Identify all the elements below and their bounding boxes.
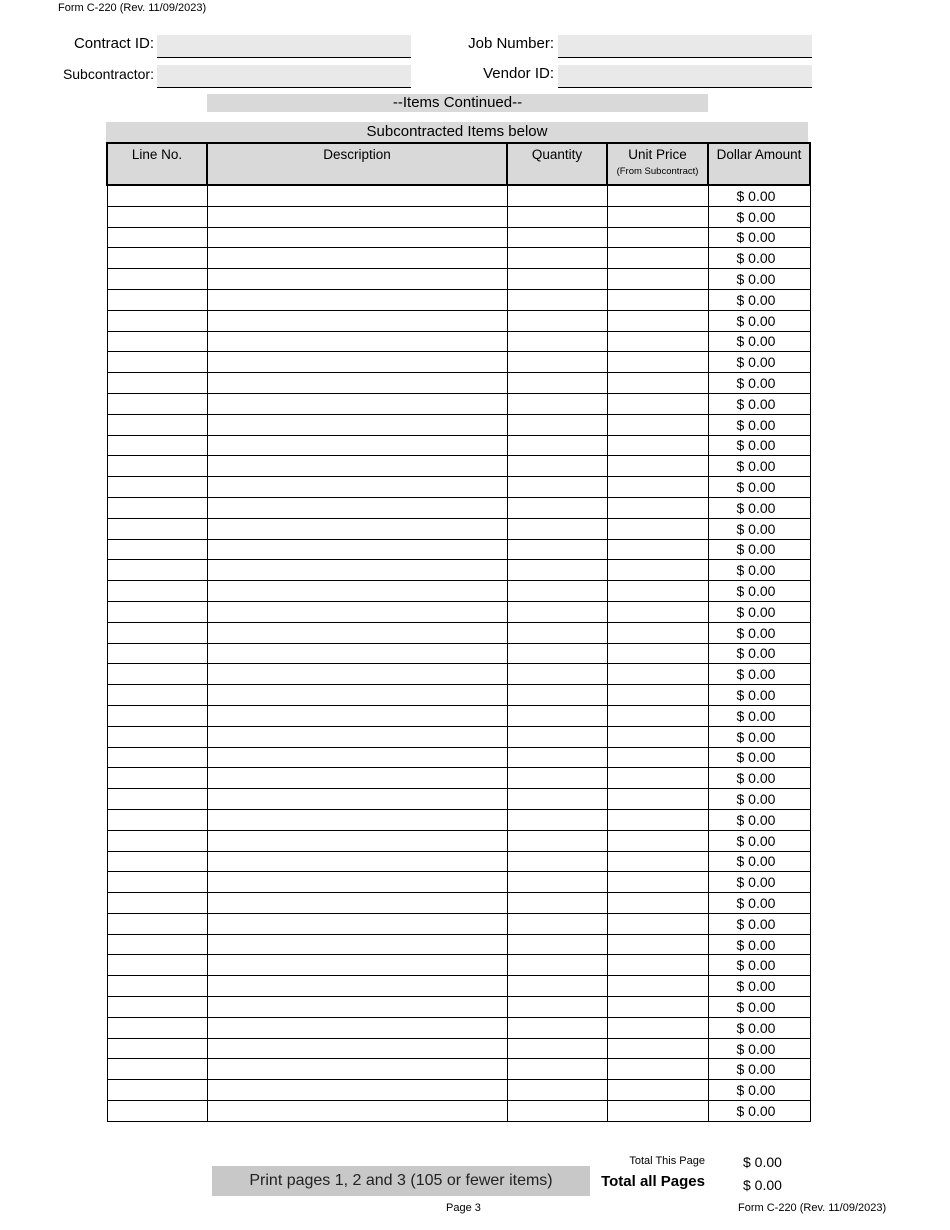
quantity-cell[interactable] <box>507 1101 607 1122</box>
unit-price-cell[interactable] <box>607 518 708 539</box>
table-row <box>107 581 810 602</box>
line-no-cell[interactable] <box>107 789 207 810</box>
line-no-cell[interactable] <box>107 997 207 1018</box>
line-no-cell[interactable] <box>107 331 207 352</box>
description-cell[interactable] <box>207 789 507 810</box>
table-row <box>107 685 810 706</box>
description-cell[interactable] <box>207 809 507 830</box>
dollar-amount-cell: $ 0.00 <box>708 893 810 914</box>
table-row <box>107 414 810 435</box>
unit-price-cell[interactable] <box>607 976 708 997</box>
quantity-cell[interactable] <box>507 248 607 269</box>
line-no-cell[interactable] <box>107 269 207 290</box>
dollar-amount-cell: $ 0.00 <box>708 768 810 789</box>
table-row <box>107 206 810 227</box>
unit-price-cell[interactable] <box>607 809 708 830</box>
description-cell[interactable] <box>207 456 507 477</box>
quantity-cell[interactable] <box>507 913 607 934</box>
unit-price-cell[interactable] <box>607 622 708 643</box>
dollar-amount-cell: $ 0.00 <box>708 934 810 955</box>
unit-price-cell[interactable] <box>607 705 708 726</box>
table-row <box>107 248 810 269</box>
vendor-id-field[interactable] <box>558 65 812 88</box>
unit-price-cell[interactable] <box>607 185 708 206</box>
quantity-cell[interactable] <box>507 643 607 664</box>
dollar-amount-cell: $ 0.00 <box>708 1038 810 1059</box>
dollar-amount-cell: $ 0.00 <box>708 685 810 706</box>
quantity-cell[interactable] <box>507 289 607 310</box>
unit-price-cell[interactable] <box>607 893 708 914</box>
description-cell[interactable] <box>207 560 507 581</box>
line-no-cell[interactable] <box>107 435 207 456</box>
line-no-cell[interactable] <box>107 248 207 269</box>
unit-price-cell[interactable] <box>607 955 708 976</box>
description-cell[interactable] <box>207 997 507 1018</box>
col-unit-price-label: Unit Price <box>628 147 687 162</box>
line-no-cell[interactable] <box>107 601 207 622</box>
dollar-amount-cell: $ 0.00 <box>708 206 810 227</box>
description-cell[interactable] <box>207 685 507 706</box>
dollar-amount-cell: $ 0.00 <box>708 976 810 997</box>
dollar-amount-cell: $ 0.00 <box>708 997 810 1018</box>
quantity-cell[interactable] <box>507 185 607 206</box>
description-cell[interactable] <box>207 664 507 685</box>
line-no-cell[interactable] <box>107 373 207 394</box>
subcontractor-field[interactable] <box>157 65 411 88</box>
table-row <box>107 560 810 581</box>
quantity-cell[interactable] <box>507 1038 607 1059</box>
unit-price-cell[interactable] <box>607 768 708 789</box>
description-cell[interactable] <box>207 227 507 248</box>
quantity-cell[interactable] <box>507 976 607 997</box>
table-row <box>107 393 810 414</box>
line-no-cell[interactable] <box>107 1038 207 1059</box>
table-row <box>107 497 810 518</box>
description-cell[interactable] <box>207 1038 507 1059</box>
description-cell[interactable] <box>207 893 507 914</box>
table-row <box>107 1038 810 1059</box>
unit-price-cell[interactable] <box>607 227 708 248</box>
dollar-amount-cell: $ 0.00 <box>708 456 810 477</box>
description-cell[interactable] <box>207 976 507 997</box>
quantity-cell[interactable] <box>507 726 607 747</box>
description-cell[interactable] <box>207 539 507 560</box>
quantity-cell[interactable] <box>507 435 607 456</box>
table-row <box>107 643 810 664</box>
dollar-amount-cell: $ 0.00 <box>708 643 810 664</box>
description-cell[interactable] <box>207 955 507 976</box>
dollar-amount-cell: $ 0.00 <box>708 830 810 851</box>
unit-price-cell[interactable] <box>607 747 708 768</box>
quantity-cell[interactable] <box>507 497 607 518</box>
table-row <box>107 705 810 726</box>
quantity-cell[interactable] <box>507 809 607 830</box>
quantity-cell[interactable] <box>507 352 607 373</box>
line-no-cell[interactable] <box>107 1101 207 1122</box>
col-unit-price-sub: (From Subcontract) <box>616 166 699 177</box>
quantity-cell[interactable] <box>507 269 607 290</box>
unit-price-cell[interactable] <box>607 497 708 518</box>
print-pages-button[interactable]: Print pages 1, 2 and 3 (105 or fewer items) <box>212 1166 590 1196</box>
line-no-cell[interactable] <box>107 851 207 872</box>
table-row <box>107 913 810 934</box>
line-no-cell[interactable] <box>107 477 207 498</box>
quantity-cell[interactable] <box>507 539 607 560</box>
table-row <box>107 331 810 352</box>
unit-price-cell[interactable] <box>607 414 708 435</box>
line-no-cell[interactable] <box>107 872 207 893</box>
dollar-amount-cell: $ 0.00 <box>708 331 810 352</box>
table-row <box>107 227 810 248</box>
items-table <box>106 142 811 1122</box>
total-this-page-value: $ 0.00 <box>743 1154 782 1170</box>
description-cell[interactable] <box>207 331 507 352</box>
dollar-amount-cell: $ 0.00 <box>708 352 810 373</box>
table-row <box>107 1080 810 1101</box>
description-cell[interactable] <box>207 1080 507 1101</box>
table-row <box>107 768 810 789</box>
description-cell[interactable] <box>207 352 507 373</box>
table-row <box>107 289 810 310</box>
unit-price-cell[interactable] <box>607 664 708 685</box>
line-no-cell[interactable] <box>107 643 207 664</box>
line-no-cell[interactable] <box>107 768 207 789</box>
table-row <box>107 373 810 394</box>
quantity-cell[interactable] <box>507 477 607 498</box>
table-row <box>107 830 810 851</box>
quantity-cell[interactable] <box>507 705 607 726</box>
dollar-amount-cell: $ 0.00 <box>708 581 810 602</box>
unit-price-cell[interactable] <box>607 685 708 706</box>
dollar-amount-cell: $ 0.00 <box>708 747 810 768</box>
line-no-cell[interactable] <box>107 622 207 643</box>
unit-price-cell[interactable] <box>607 1080 708 1101</box>
description-cell[interactable] <box>207 269 507 290</box>
quantity-cell[interactable] <box>507 955 607 976</box>
table-row <box>107 664 810 685</box>
dollar-amount-cell: $ 0.00 <box>708 310 810 331</box>
description-cell[interactable] <box>207 872 507 893</box>
quantity-cell[interactable] <box>507 872 607 893</box>
table-row <box>107 622 810 643</box>
description-cell[interactable] <box>207 705 507 726</box>
description-cell[interactable] <box>207 622 507 643</box>
dollar-amount-cell: $ 0.00 <box>708 539 810 560</box>
description-cell[interactable] <box>207 581 507 602</box>
unit-price-cell[interactable] <box>607 206 708 227</box>
quantity-cell[interactable] <box>507 518 607 539</box>
description-cell[interactable] <box>207 851 507 872</box>
dollar-amount-cell: $ 0.00 <box>708 705 810 726</box>
unit-price-cell[interactable] <box>607 1059 708 1080</box>
description-cell[interactable] <box>207 934 507 955</box>
quantity-cell[interactable] <box>507 747 607 768</box>
line-no-cell[interactable] <box>107 809 207 830</box>
quantity-cell[interactable] <box>507 1059 607 1080</box>
unit-price-cell[interactable] <box>607 872 708 893</box>
description-cell[interactable] <box>207 414 507 435</box>
quantity-cell[interactable] <box>507 768 607 789</box>
subcontractor-label: Subcontractor: <box>62 66 154 82</box>
dollar-amount-cell: $ 0.00 <box>708 477 810 498</box>
items-continued-banner: --Items Continued-- <box>207 94 708 112</box>
table-row <box>107 1059 810 1080</box>
table-row <box>107 539 810 560</box>
dollar-amount-cell: $ 0.00 <box>708 851 810 872</box>
table-row <box>107 934 810 955</box>
line-no-cell[interactable] <box>107 664 207 685</box>
dollar-amount-cell: $ 0.00 <box>708 289 810 310</box>
dollar-amount-cell: $ 0.00 <box>708 664 810 685</box>
quantity-cell[interactable] <box>507 601 607 622</box>
quantity-cell[interactable] <box>507 373 607 394</box>
dollar-amount-cell: $ 0.00 <box>708 1017 810 1038</box>
job-number-field[interactable] <box>558 35 812 58</box>
quantity-cell[interactable] <box>507 456 607 477</box>
table-row <box>107 269 810 290</box>
description-cell[interactable] <box>207 830 507 851</box>
dollar-amount-cell: $ 0.00 <box>708 1059 810 1080</box>
dollar-amount-cell: $ 0.00 <box>708 622 810 643</box>
description-cell[interactable] <box>207 726 507 747</box>
table-row <box>107 352 810 373</box>
contract-id-field[interactable] <box>157 35 411 58</box>
line-no-cell[interactable] <box>107 955 207 976</box>
unit-price-cell[interactable] <box>607 1017 708 1038</box>
table-row <box>107 976 810 997</box>
table-row <box>107 851 810 872</box>
form-revision-label: Form C-220 (Rev. 11/09/2023) <box>58 2 207 14</box>
col-unit-price <box>607 143 708 185</box>
unit-price-cell[interactable] <box>607 851 708 872</box>
dollar-amount-cell: $ 0.00 <box>708 414 810 435</box>
vendor-id-label: Vendor ID: <box>483 65 554 82</box>
table-row <box>107 435 810 456</box>
dollar-amount-cell: $ 0.00 <box>708 185 810 206</box>
line-no-cell[interactable] <box>107 518 207 539</box>
footer-form-label: Form C-220 (Rev. 11/09/2023) <box>738 1202 887 1214</box>
unit-price-cell[interactable] <box>607 789 708 810</box>
quantity-cell[interactable] <box>507 206 607 227</box>
dollar-amount-cell: $ 0.00 <box>708 497 810 518</box>
line-no-cell[interactable] <box>107 414 207 435</box>
description-cell[interactable] <box>207 1059 507 1080</box>
dollar-amount-cell: $ 0.00 <box>708 789 810 810</box>
description-cell[interactable] <box>207 1017 507 1038</box>
unit-price-cell[interactable] <box>607 477 708 498</box>
dollar-amount-cell: $ 0.00 <box>708 913 810 934</box>
table-row <box>107 893 810 914</box>
line-no-cell[interactable] <box>107 185 207 206</box>
quantity-cell[interactable] <box>507 1080 607 1101</box>
unit-price-cell[interactable] <box>607 393 708 414</box>
table-row <box>107 310 810 331</box>
line-no-cell[interactable] <box>107 206 207 227</box>
line-no-cell[interactable] <box>107 685 207 706</box>
line-no-cell[interactable] <box>107 1059 207 1080</box>
unit-price-cell[interactable] <box>607 248 708 269</box>
dollar-amount-cell: $ 0.00 <box>708 1101 810 1122</box>
line-no-cell[interactable] <box>107 893 207 914</box>
line-no-cell[interactable] <box>107 913 207 934</box>
dollar-amount-cell: $ 0.00 <box>708 601 810 622</box>
description-cell[interactable] <box>207 497 507 518</box>
unit-price-cell[interactable] <box>607 934 708 955</box>
line-no-cell[interactable] <box>107 289 207 310</box>
table-row <box>107 747 810 768</box>
unit-price-cell[interactable] <box>607 289 708 310</box>
unit-price-cell[interactable] <box>607 560 708 581</box>
dollar-amount-cell: $ 0.00 <box>708 269 810 290</box>
page-number: Page 3 <box>446 1202 481 1214</box>
unit-price-cell[interactable] <box>607 310 708 331</box>
line-no-cell[interactable] <box>107 497 207 518</box>
table-title: Subcontracted Items below <box>106 122 808 142</box>
dollar-amount-cell: $ 0.00 <box>708 1080 810 1101</box>
dollar-amount-cell: $ 0.00 <box>708 435 810 456</box>
table-row <box>107 872 810 893</box>
line-no-cell[interactable] <box>107 747 207 768</box>
quantity-cell[interactable] <box>507 227 607 248</box>
line-no-cell[interactable] <box>107 560 207 581</box>
description-cell[interactable] <box>207 477 507 498</box>
table-row <box>107 477 810 498</box>
dollar-amount-cell: $ 0.00 <box>708 393 810 414</box>
col-description: Description <box>207 143 507 185</box>
table-row <box>107 518 810 539</box>
line-no-cell[interactable] <box>107 934 207 955</box>
unit-price-cell[interactable] <box>607 830 708 851</box>
unit-price-cell[interactable] <box>607 997 708 1018</box>
quantity-cell[interactable] <box>507 789 607 810</box>
col-quantity: Quantity <box>507 143 607 185</box>
line-no-cell[interactable] <box>107 830 207 851</box>
description-cell[interactable] <box>207 435 507 456</box>
job-number-label: Job Number: <box>468 35 554 52</box>
dollar-amount-cell: $ 0.00 <box>708 373 810 394</box>
line-no-cell[interactable] <box>107 705 207 726</box>
description-cell[interactable] <box>207 643 507 664</box>
table-row <box>107 809 810 830</box>
total-all-pages-label: Total all Pages <box>601 1173 705 1190</box>
table-row <box>107 1017 810 1038</box>
quantity-cell[interactable] <box>507 393 607 414</box>
item-rows <box>107 185 810 1121</box>
description-cell[interactable] <box>207 1101 507 1122</box>
unit-price-cell[interactable] <box>607 373 708 394</box>
dollar-amount-cell: $ 0.00 <box>708 560 810 581</box>
unit-price-cell[interactable] <box>607 726 708 747</box>
line-no-cell[interactable] <box>107 539 207 560</box>
quantity-cell[interactable] <box>507 934 607 955</box>
unit-price-cell[interactable] <box>607 581 708 602</box>
line-no-cell[interactable] <box>107 227 207 248</box>
table-row <box>107 1101 810 1122</box>
unit-price-cell[interactable] <box>607 1101 708 1122</box>
line-no-cell[interactable] <box>107 976 207 997</box>
quantity-cell[interactable] <box>507 622 607 643</box>
description-cell[interactable] <box>207 913 507 934</box>
table-row <box>107 185 810 206</box>
description-cell[interactable] <box>207 206 507 227</box>
quantity-cell[interactable] <box>507 685 607 706</box>
table-row <box>107 789 810 810</box>
quantity-cell[interactable] <box>507 664 607 685</box>
description-cell[interactable] <box>207 601 507 622</box>
line-no-cell[interactable] <box>107 352 207 373</box>
total-all-pages-value: $ 0.00 <box>743 1177 782 1193</box>
dollar-amount-cell: $ 0.00 <box>708 227 810 248</box>
quantity-cell[interactable] <box>507 851 607 872</box>
line-no-cell[interactable] <box>107 581 207 602</box>
dollar-amount-cell: $ 0.00 <box>708 809 810 830</box>
description-cell[interactable] <box>207 310 507 331</box>
unit-price-cell[interactable] <box>607 269 708 290</box>
description-cell[interactable] <box>207 289 507 310</box>
quantity-cell[interactable] <box>507 310 607 331</box>
unit-price-cell[interactable] <box>607 539 708 560</box>
dollar-amount-cell: $ 0.00 <box>708 955 810 976</box>
unit-price-cell[interactable] <box>607 643 708 664</box>
unit-price-cell[interactable] <box>607 435 708 456</box>
table-row <box>107 997 810 1018</box>
description-cell[interactable] <box>207 518 507 539</box>
unit-price-cell[interactable] <box>607 913 708 934</box>
quantity-cell[interactable] <box>507 830 607 851</box>
line-no-cell[interactable] <box>107 310 207 331</box>
dollar-amount-cell: $ 0.00 <box>708 248 810 269</box>
description-cell[interactable] <box>207 373 507 394</box>
line-no-cell[interactable] <box>107 1017 207 1038</box>
quantity-cell[interactable] <box>507 997 607 1018</box>
unit-price-cell[interactable] <box>607 1038 708 1059</box>
description-cell[interactable] <box>207 185 507 206</box>
table-row <box>107 955 810 976</box>
quantity-cell[interactable] <box>507 560 607 581</box>
unit-price-cell[interactable] <box>607 352 708 373</box>
col-line-no: Line No. <box>107 143 207 185</box>
quantity-cell[interactable] <box>507 331 607 352</box>
total-this-page-label: Total This Page <box>629 1155 705 1167</box>
dollar-amount-cell: $ 0.00 <box>708 872 810 893</box>
description-cell[interactable] <box>207 393 507 414</box>
dollar-amount-cell: $ 0.00 <box>708 726 810 747</box>
quantity-cell[interactable] <box>507 414 607 435</box>
unit-price-cell[interactable] <box>607 601 708 622</box>
dollar-amount-cell: $ 0.00 <box>708 518 810 539</box>
quantity-cell[interactable] <box>507 893 607 914</box>
description-cell[interactable] <box>207 747 507 768</box>
line-no-cell[interactable] <box>107 726 207 747</box>
quantity-cell[interactable] <box>507 581 607 602</box>
unit-price-cell[interactable] <box>607 456 708 477</box>
table-row <box>107 601 810 622</box>
quantity-cell[interactable] <box>507 1017 607 1038</box>
unit-price-cell[interactable] <box>607 331 708 352</box>
table-row <box>107 726 810 747</box>
line-no-cell[interactable] <box>107 1080 207 1101</box>
contract-id-label: Contract ID: <box>73 35 154 52</box>
description-cell[interactable] <box>207 248 507 269</box>
table-row <box>107 456 810 477</box>
description-cell[interactable] <box>207 768 507 789</box>
line-no-cell[interactable] <box>107 393 207 414</box>
line-no-cell[interactable] <box>107 456 207 477</box>
col-dollar-amount: Dollar Amount <box>708 143 810 185</box>
